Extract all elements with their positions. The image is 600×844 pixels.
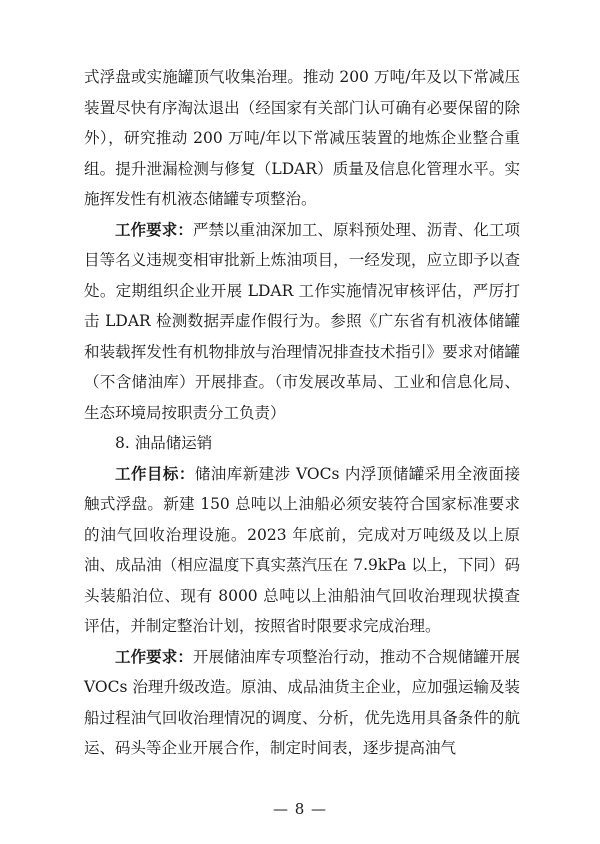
body-text xyxy=(84,62,520,764)
paragraph-text: 储油库新建涉 VOCs 内浮顶储罐采用全液面接触式浮盘。新建 150 总吨以上油船必须安装符合国家标准要求的油气回收治理设施。2023 年底前，完成对万吨级及以上原油、成品油（相应温度下真实蒸汽压在 7.9kPa 以上，下同）码头装船泊位、现有 8000 总吨以上油船油气回收治理现状摸查评估，并制定整治计划，按照省时限要求完成治理。 xyxy=(84,464,520,635)
heading-text: 8. 油品储运销 xyxy=(115,434,213,452)
paragraph-text: 式浮盘或实施罐顶气收集治理。推动 200 万吨/年及以下常减压装置尽快有序淘汰退出（经国家有关部门认可确有必要保留的除外），研究推动 200 万吨/年以下常减压装置的地炼企业整合重组。提升泄漏检测与修复（LDAR）质量及信息化管理水平。实施挥发性有机液态储罐专项整治。 xyxy=(84,68,520,208)
paragraph-continuation xyxy=(84,62,520,215)
section-heading xyxy=(84,428,520,459)
paragraph-label: 工作要求： xyxy=(115,647,193,666)
paragraph-work-goal xyxy=(84,459,520,642)
paragraph-work-requirement-2 xyxy=(84,642,520,764)
paragraph-label: 工作要求： xyxy=(115,220,193,239)
paragraph-label: 工作目标： xyxy=(115,464,195,483)
paragraph-text: 严禁以重油深加工、原料预处理、沥青、化工项目等名义违规变相审批新上炼油项目，一经发现，应立即予以查处。定期组织企业开展 LDAR 工作实施情况审核评估，严厉打击 LDAR 检测数据弄虚作假行为。参照《广东省有机液体储罐和装载挥发性有机物排放与治理情况排查技术指引》要求对储罐（不含储油库）开展排查。（市发展改革局、工业和信息化局、生态环境局按职责分工负责） xyxy=(84,220,520,422)
page-number: — 8 — xyxy=(272,800,328,818)
paragraph-text: 开展储油库专项整治行动，推动不合规储罐开展 VOCs 治理升级改造。原油、成品油货主企业，应加强运输及装船过程油气回收治理情况的调度、分析，优先选用具备条件的航运、码头等企业开展合作，制定时间表，逐步提高油气 xyxy=(84,647,520,757)
paragraph-work-requirement xyxy=(84,215,520,429)
